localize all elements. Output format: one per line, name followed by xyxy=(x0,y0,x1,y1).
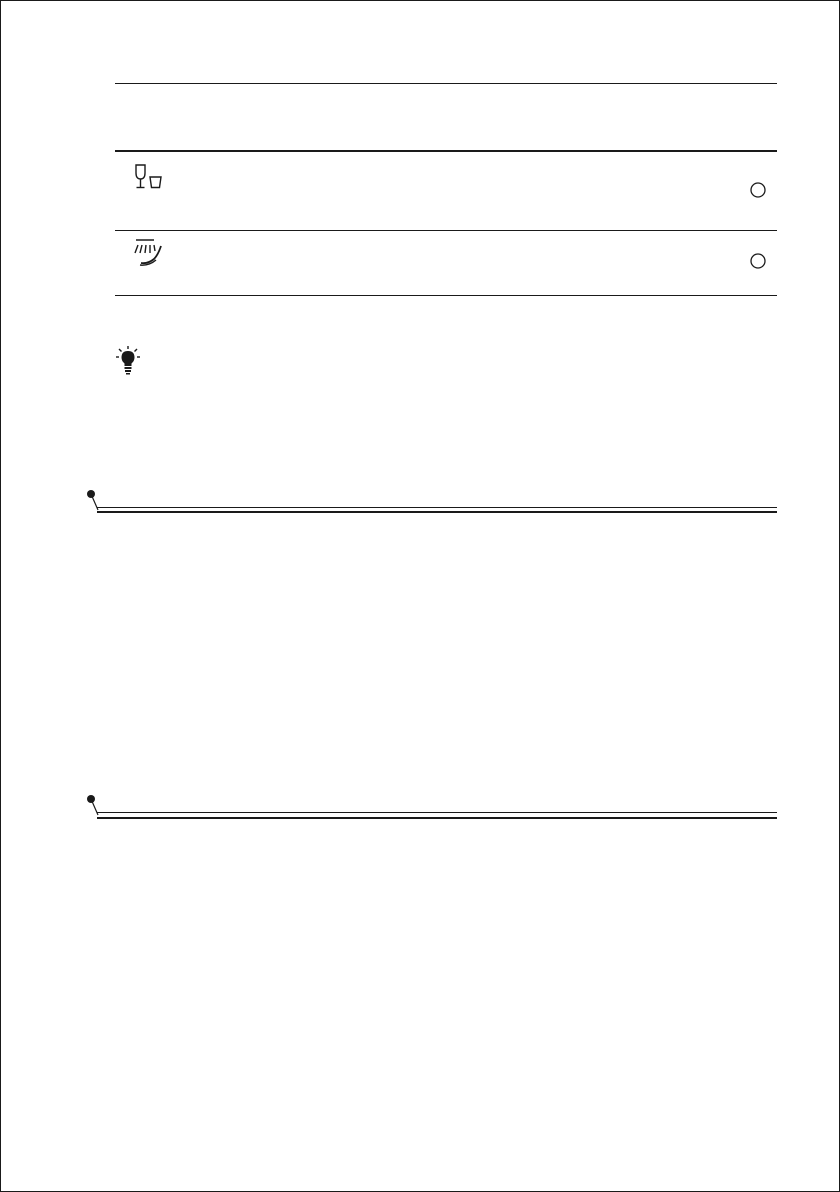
section-rule-thick xyxy=(97,817,777,819)
rinse-spray-icon xyxy=(132,238,166,268)
section-rule-thin xyxy=(97,507,777,508)
table-top-rule xyxy=(115,83,777,84)
section-rule-thick xyxy=(97,511,777,513)
lightbulb-icon xyxy=(115,345,141,375)
section-rule-thin xyxy=(97,812,777,813)
table-bottom-rule xyxy=(115,295,777,296)
bullet-dot-icon xyxy=(84,793,104,819)
glasses-icon xyxy=(134,163,164,191)
row-divider xyxy=(115,230,777,231)
table-header-rule xyxy=(115,150,777,152)
row-status-circle xyxy=(749,181,767,199)
row-status-circle xyxy=(749,252,767,270)
